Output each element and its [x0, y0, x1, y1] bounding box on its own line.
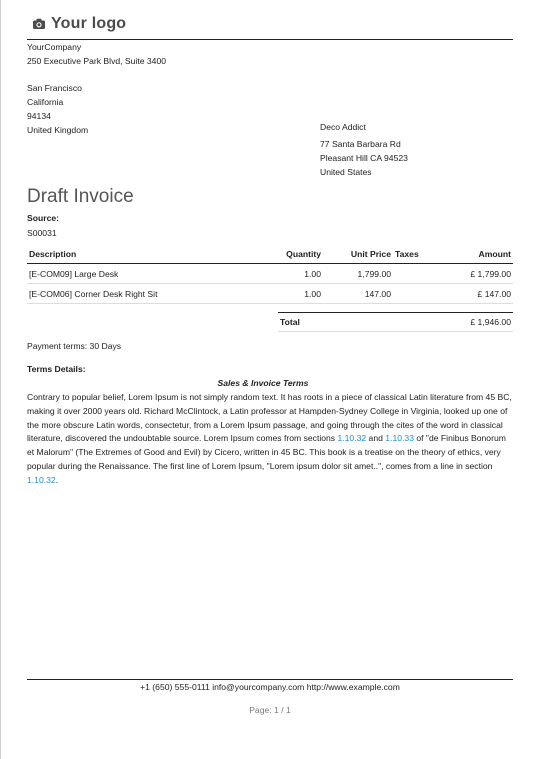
company-state: California: [27, 97, 64, 108]
company-logo: [32, 15, 126, 33]
invoice-title: Draft Invoice: [27, 186, 134, 207]
recipient-country: United States: [320, 166, 372, 177]
source-value: S00031: [27, 228, 57, 238]
row-quantity: 1.00: [275, 284, 323, 304]
total-value: £ 1,946.00: [470, 317, 511, 327]
company-name: YourCompany: [27, 42, 82, 52]
invoice-lines-table: [27, 245, 513, 304]
company-street: 250 Executive Park Blvd, Suite 3400: [27, 55, 167, 66]
header-divider: [27, 39, 513, 40]
row-quantity: 1.00: [275, 264, 323, 284]
footer-divider: [27, 679, 513, 680]
header-quantity: Quantity: [275, 245, 323, 264]
table-header-row: [27, 245, 513, 264]
terms-body: [27, 391, 513, 488]
row-unit-price: 147.00: [323, 284, 393, 304]
header-description: Description: [27, 245, 275, 264]
section-link[interactable]: 1.10.33: [385, 433, 414, 444]
recipient-city: Pleasant Hill CA 94523: [320, 152, 408, 163]
row-amount: £ 147.00: [427, 284, 513, 304]
company-address: [27, 41, 166, 138]
terms-label: Terms Details:: [27, 364, 86, 374]
terms-text: Contrary to popular belief, Lorem Ipsum is not simply random text. It has roots in a piece of classical Latin literature from 45 BC, making it over 2000 years old. Richard McClintock, a Latin professor at Hampden-Sydney College in Virginia, looked up one of the more obscure Latin words, consectetur, from a Lorem Ipsum passage, and going through the cites of the word in classical literature, discovered the undoubtable source. Lorem Ipsum comes from sections: [27, 392, 512, 444]
footer-contact: +1 (650) 555-0111 info@yourcompany.com http://www.example.com: [140, 682, 400, 692]
terms-text: and: [366, 433, 386, 444]
camera-icon: [32, 17, 46, 31]
logo-text: Your logo: [51, 15, 127, 32]
page-edge: [0, 0, 1, 759]
total-row: [278, 313, 513, 332]
section-link[interactable]: 1.10.32: [337, 433, 367, 444]
total-label: Total: [280, 317, 300, 327]
payment-terms: Payment terms: 30 Days: [27, 341, 122, 351]
company-city: San Francisco: [27, 83, 82, 94]
header-taxes: Taxes: [393, 245, 427, 264]
terms-text: .: [55, 474, 59, 485]
row-taxes: [393, 264, 427, 284]
row-unit-price: 1,799.00: [323, 264, 393, 284]
company-country: United Kingdom: [27, 124, 89, 135]
totals-block: [278, 312, 513, 332]
row-amount: £ 1,799.00: [427, 264, 513, 284]
row-description: [E-COM06] Corner Desk Right Sit: [27, 284, 275, 304]
recipient-address: [320, 122, 408, 179]
header-unit-price: Unit Price: [323, 245, 393, 264]
recipient-street: 77 Santa Barbara Rd: [320, 139, 401, 149]
table-row: [27, 264, 513, 284]
terms-text: of "de Finibus Bonorum et Malorum" (The Extremes of Good and Evil) by Cicero, written in 45 BC. This book is a treatise on the theory of ethics, very popular during the Renaissance. The first line of Lorem Ipsum, "Lorem ipsum dolor sit amet..", comes from a line in section: [27, 433, 506, 471]
source-label: Source:: [27, 213, 59, 223]
header-amount: Amount: [427, 245, 513, 264]
row-description: [E-COM09] Large Desk: [27, 264, 275, 284]
page-number: Page: 1 / 1: [249, 705, 291, 715]
row-taxes: [393, 284, 427, 304]
table-row: [27, 284, 513, 304]
section-link[interactable]: 1.10.32: [27, 474, 56, 485]
recipient-name: Deco Addict: [320, 122, 366, 132]
terms-title: Sales & Invoice Terms: [217, 378, 309, 388]
company-zip: 94134: [27, 110, 51, 121]
